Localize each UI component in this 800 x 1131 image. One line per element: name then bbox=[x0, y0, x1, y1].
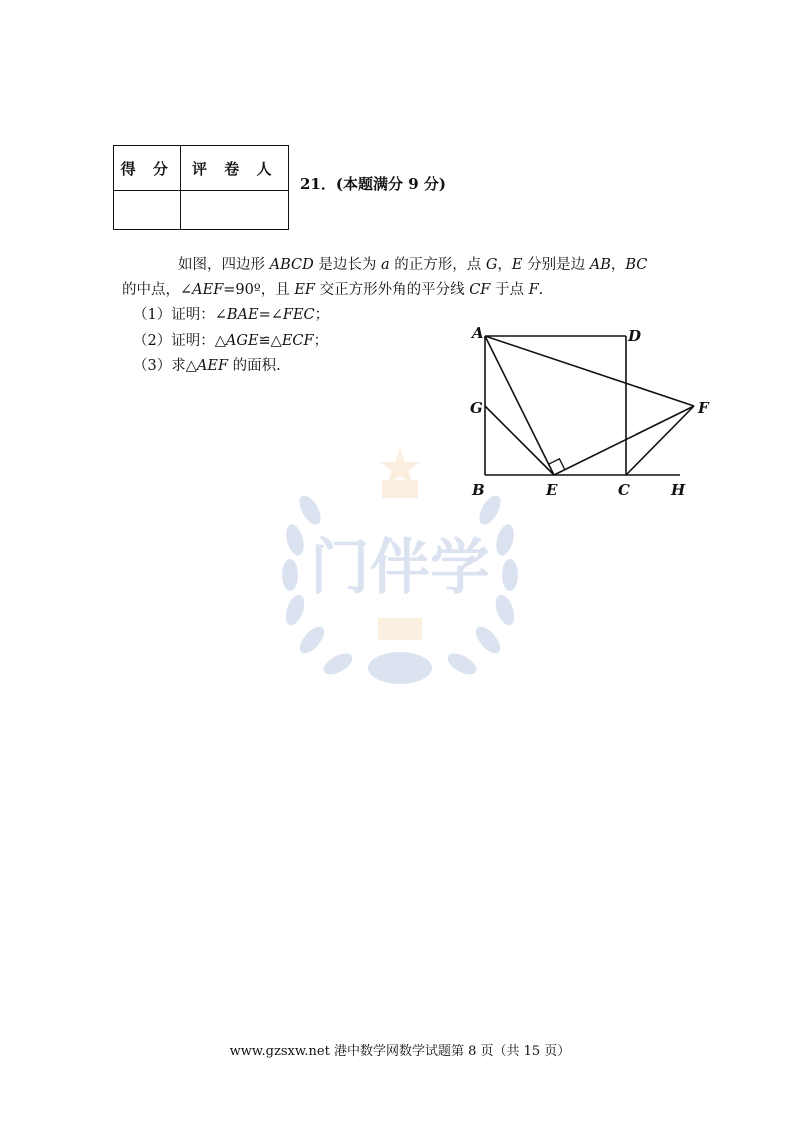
question-1 bbox=[133, 305, 329, 325]
text-run: 如图，四边形 bbox=[178, 257, 270, 273]
math-symbol: FEC bbox=[282, 307, 315, 323]
problem-title: 21．(本题满分 9 分) bbox=[300, 175, 446, 193]
math-symbol: F bbox=[528, 282, 539, 298]
intro-line-2 bbox=[122, 280, 543, 300]
math-symbol: BC bbox=[625, 257, 648, 273]
math-symbol: E bbox=[511, 257, 523, 273]
label-h: H bbox=[671, 481, 686, 499]
book-icon bbox=[378, 618, 422, 640]
text-run: ； bbox=[313, 333, 329, 349]
segment-af bbox=[485, 336, 694, 406]
text-run: =∠ bbox=[258, 307, 283, 323]
text-run: 交正方形外角的平分线 bbox=[314, 282, 470, 298]
text-run: 于点 bbox=[490, 282, 529, 298]
text-run: 是边长为 bbox=[313, 257, 381, 273]
math-symbol: EF bbox=[294, 282, 315, 298]
score-cell-blank bbox=[114, 191, 181, 230]
grader-cell-label: 评 卷 人 bbox=[181, 146, 289, 191]
math-symbol: BAE bbox=[226, 307, 259, 323]
math-symbol: ABCD bbox=[269, 257, 314, 273]
label-d: D bbox=[628, 327, 642, 345]
math-symbol: AEF bbox=[192, 282, 224, 298]
star-icon bbox=[380, 448, 420, 485]
text-run: ， bbox=[610, 257, 626, 273]
label-f: F bbox=[698, 399, 709, 417]
text-run: 分别是边 bbox=[522, 257, 590, 273]
text-run: ； bbox=[314, 307, 330, 323]
intro-line-1 bbox=[178, 255, 647, 275]
text-run: （2）证明：△ bbox=[133, 333, 226, 349]
watermark-logo bbox=[270, 440, 530, 700]
math-symbol: ECF bbox=[281, 333, 314, 349]
score-table bbox=[113, 145, 289, 230]
math-symbol: AB bbox=[589, 257, 611, 273]
text-run: 的中点，∠ bbox=[122, 282, 193, 298]
question-2 bbox=[133, 331, 328, 351]
text-run: ， bbox=[497, 257, 512, 273]
grader-cell-blank bbox=[181, 191, 289, 230]
text-run: 的面积. bbox=[228, 358, 281, 374]
math-symbol: G bbox=[485, 257, 498, 273]
segment-ef bbox=[554, 406, 694, 475]
text-run: （3）求△ bbox=[133, 358, 197, 374]
question-3 bbox=[133, 356, 281, 376]
text-run: 的正方形，点 bbox=[389, 257, 486, 273]
text-run: （1）证明：∠ bbox=[133, 307, 227, 323]
cap-icon bbox=[382, 480, 418, 498]
math-symbol: AGE bbox=[225, 333, 259, 349]
label-g: G bbox=[470, 399, 483, 417]
book-badge-icon bbox=[368, 652, 432, 684]
text-run: =90º，且 bbox=[223, 282, 295, 298]
math-symbol: CF bbox=[469, 282, 491, 298]
watermark-text: 门伴学 bbox=[310, 533, 490, 603]
math-symbol: AEF bbox=[196, 358, 229, 374]
score-cell-label: 得 分 bbox=[114, 146, 181, 191]
text-run: ≌△ bbox=[258, 333, 282, 349]
math-symbol: a bbox=[380, 257, 390, 273]
text-run: . bbox=[538, 282, 544, 298]
page-footer: www.gzsxw.net 港中数学网数学试题第 8 页（共 15 页） bbox=[229, 1044, 571, 1059]
label-a: A bbox=[472, 324, 484, 342]
label-b: B bbox=[472, 481, 485, 499]
segment-cf bbox=[626, 406, 694, 475]
label-e: E bbox=[546, 481, 558, 499]
label-c: C bbox=[618, 481, 630, 499]
